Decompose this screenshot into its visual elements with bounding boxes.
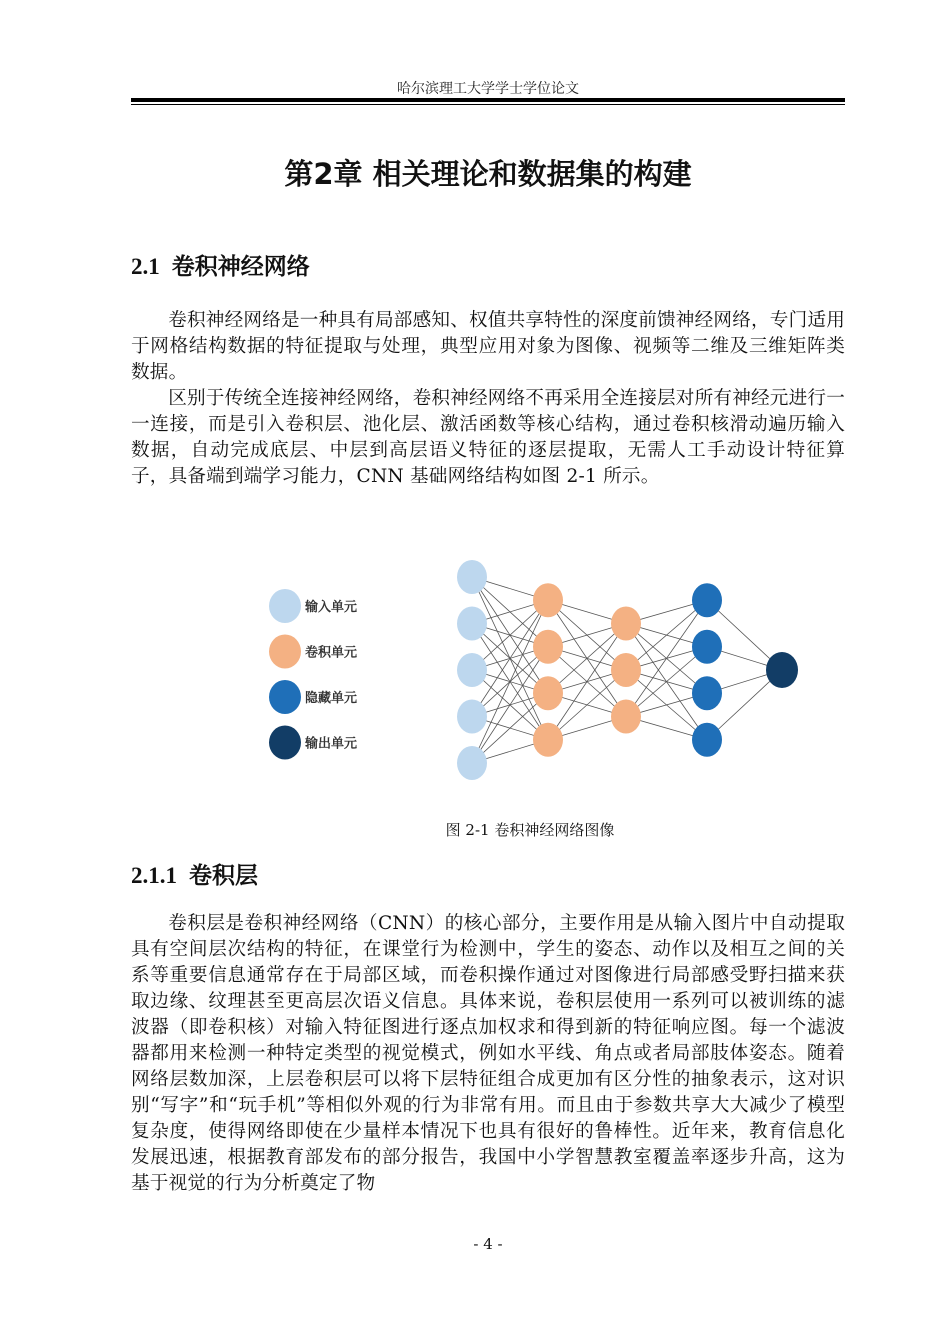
network-node [457,746,487,780]
legend-label: 隐藏单元 [305,691,358,706]
connection-line [626,647,707,717]
network-node [457,700,487,734]
network-node [533,583,563,617]
section-number: 2.1.1 [131,863,177,888]
network-node [766,652,798,688]
section-title: 卷积层 [189,863,258,889]
running-header: 哈尔滨理工大学学士学位论文 [397,81,579,97]
cnn-figure [255,553,815,793]
header-rule-thin [131,104,845,105]
paragraph: 区别于传统全连接神经网络，卷积神经网络不再采用全连接层对所有神经元进行一一连接，而是引入卷积层、池化层、激活函数等核心结构，通过卷积核滑动遍历输入数据，自动完成底层、中层到高层语义特征的逐层提取，无需人工手动设计特征算子，具备端到端学习能力，CNN 基础网络结构如图 2-1 所示。 [131,388,845,487]
section-heading-2-1 [131,248,310,281]
figure-caption: 图 2-1 卷积神经网络图像 [445,821,615,839]
chapter-title: 第2章 相关理论和数据集的构建 [284,157,692,191]
section-number: 2.1 [131,254,160,279]
legend-swatch [269,589,301,623]
network-node [533,630,563,664]
network-node [611,700,641,734]
legend-label: 输入单元 [305,600,358,615]
network-node [533,676,563,710]
network-node [692,630,722,664]
section-heading-2-1-1 [131,857,258,890]
legend-swatch [269,635,301,669]
network-node [457,560,487,594]
legend-label: 卷积单元 [305,645,358,661]
legend-label: 输出单元 [305,736,358,752]
page-number: - 4 - [473,1235,503,1253]
network-node [692,676,722,710]
network-node [692,583,722,617]
network-node [457,653,487,687]
legend-swatch [269,680,301,714]
network-node [457,607,487,641]
network-node [692,723,722,757]
header-rule-thick [131,98,845,102]
network-node [533,723,563,757]
legend-swatch [269,726,301,760]
cnn-diagram [255,553,815,793]
connection-line [626,600,707,670]
network-node [611,607,641,641]
paragraph: 卷积神经网络是一种具有局部感知、权值共享特性的深度前馈神经网络，专门适用于网格结构数据的特征提取与处理，典型应用对象为图像、视频等二维及三维矩阵类数据。 [131,310,845,383]
network-node [611,653,641,687]
section-title: 卷积神经网络 [171,254,310,280]
paragraph: 卷积层是卷积神经网络（CNN）的核心部分，主要作用是从输入图片中自动提取具有空间层次结构的特征，在课堂行为检测中，学生的姿态、动作以及相互之间的关系等重要信息通常存在于局部区域，而卷积操作通过对图像进行局部感受野扫描来获取边缘、纹理甚至更高层次语义信息。具体来说，卷积层使用一系列可以被训练的滤波器（即卷积核）对输入特征图进行逐点加权求和得到新的特征响应图。每一个滤波器都用来检测一种特定类型的视觉模式，例如水平线、角点或者局部肢体姿态。随着网络层数加深，上层卷积层可以将下层特征组合成更加有区分性的抽象表示，这对识别“写字”和“玩手机”等相似外观的行为非常有用。而且由于参数共享大大减少了模型复杂度，使得网络即使在少量样本情况下也具有很好的鲁棒性。近年来，教育信息化发展迅速，根据教育部发布的部分报告，我国中小学智慧教室覆盖率逐步升高，这为基于视觉的行为分析奠定了物 [131,913,845,1194]
